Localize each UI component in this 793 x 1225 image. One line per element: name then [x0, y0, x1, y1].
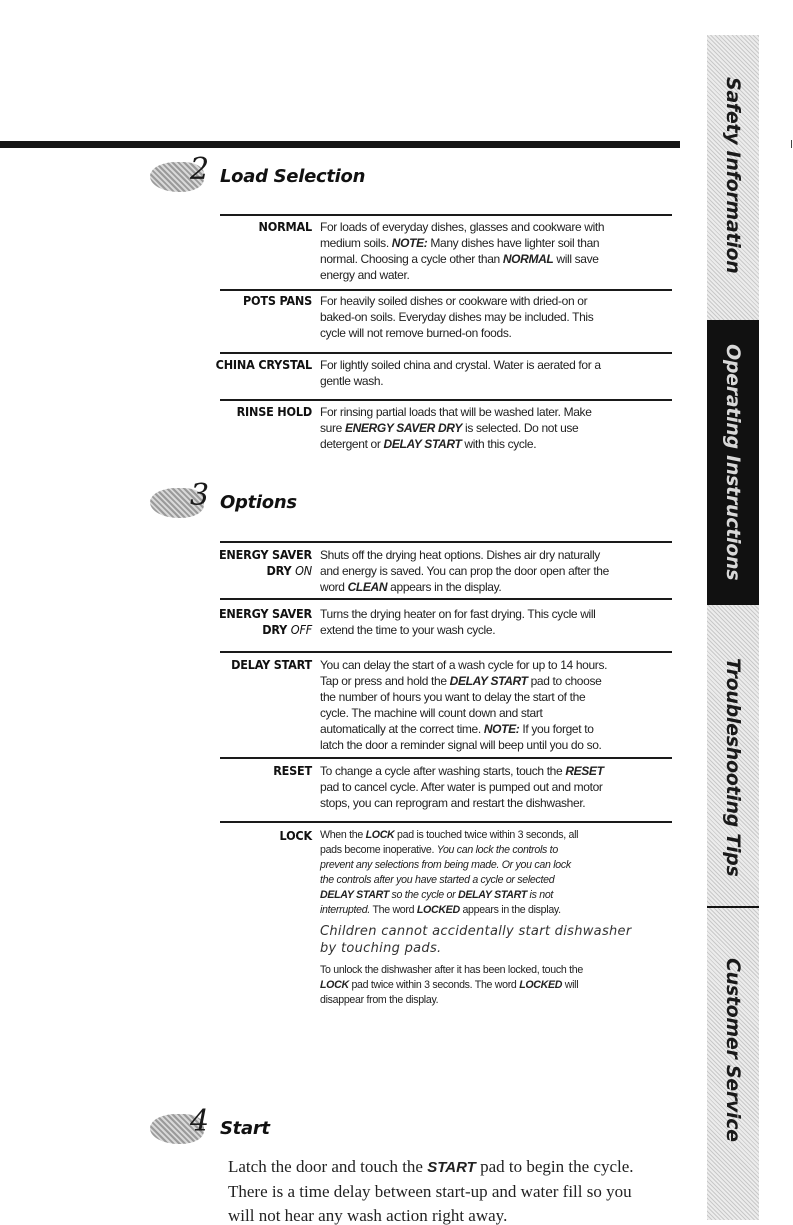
tab-operating-instructions[interactable]: Operating Instructions [707, 320, 759, 605]
divider [220, 598, 672, 600]
reset-description: To change a cycle after washing starts, touch the RESET pad to cancel cycle. After water is pumped out and motor stops, you can reprogram and restart the dishwasher. [320, 764, 604, 810]
pots-pans-row [200, 293, 593, 341]
delay-start-label: DELAY START [231, 657, 312, 672]
normal-label: NORMAL [258, 219, 312, 234]
energy-saver-dry-off-description: Turns the drying heater on for fast drying. This cycle will extend the time to your wash cycle. [320, 607, 596, 637]
reset-label: RESET [273, 763, 312, 778]
lock-row [200, 828, 632, 1008]
divider [220, 399, 672, 401]
section-start-heading [150, 1104, 270, 1148]
section-options-heading [150, 478, 297, 522]
start-description: Latch the door and touch the START pad to begin the cycle. There is a time delay between start-up and water fill so you will not hear any wash action right away. [228, 1157, 634, 1225]
normal-description: For loads of everyday dishes, glasses and cookware with medium soils. NOTE: Many dishes have lighter soil than normal. Choosing a cycle other than NORMAL will save energy and water. [320, 220, 605, 282]
china-crystal-label: CHINA CRYSTAL [215, 357, 312, 372]
delay-start-row [200, 657, 607, 753]
lock-unlock-text: To unlock the dishwasher after it has been locked, touch the LOCK pad twice within 3 seconds. The word LOCKED will disappear from the display. [320, 964, 583, 1006]
step-number: 3 [190, 478, 210, 513]
tab-customer-service[interactable]: Customer Service [722, 958, 744, 1142]
section-load-selection-heading [150, 152, 366, 196]
top-rule [0, 141, 680, 148]
energy-saver-dry-on-row [200, 547, 609, 595]
step-4-badge [150, 1104, 220, 1148]
step-number: 4 [190, 1104, 210, 1139]
pots-pans-label: POTS PANS [243, 293, 312, 308]
tab-troubleshooting-tips[interactable]: Troubleshooting Tips [722, 658, 744, 877]
tab-separator [707, 906, 759, 908]
lock-label: LOCK [279, 828, 312, 843]
energy-saver-dry-on-description: Shuts off the drying heat options. Dishes air dry naturally and energy is saved. You can prop the door open after the word CLEAN appears in the display. [320, 548, 609, 594]
normal-row [200, 219, 604, 283]
divider [220, 352, 672, 354]
rinse-hold-row [200, 404, 592, 452]
divider [220, 757, 672, 759]
rinse-hold-label: RINSE HOLD [236, 404, 312, 419]
divider [220, 214, 672, 216]
pots-pans-description: For heavily soiled dishes or cookware with dried-on or baked-on soils. Everyday dishes may be included. This cycle will not remove burned-on foods. [320, 294, 594, 340]
section-title: Start [220, 1117, 270, 1139]
energy-saver-dry-off-row [200, 606, 595, 638]
energy-saver-dry-off-label: ENERGY SAVER DRY OFF [218, 606, 312, 637]
section-title: Options [220, 491, 297, 513]
edge-tick [791, 140, 792, 148]
divider [220, 651, 672, 653]
divider [220, 289, 672, 291]
divider [220, 541, 672, 543]
lock-description: When the LOCK pad is touched twice within 3 seconds, all pads become inoperative. You can lock the controls to prevent any selections from being made. Or you can lock the controls after you have started a cycle or selected DELAY START so the cycle or DELAY START is not interrupted. The word LOCKED appears in the display. Children cannot accidentally start dishwasher by touching pads. To unlock the dishwasher after it has been locked, touch the LOCK pad twice within 3 seconds. The word LOCKED will disappear from the display. [320, 829, 632, 1006]
step-number: 2 [190, 152, 210, 187]
section-title: Load Selection [220, 165, 366, 187]
divider [220, 821, 672, 823]
lock-children-note: Children cannot accidentally start dishwasher by touching pads. [320, 924, 632, 956]
china-crystal-row [200, 357, 601, 389]
rinse-hold-description: For rinsing partial loads that will be washed later. Make sure ENERGY SAVER DRY is selected. Do not use detergent or DELAY START with this cycle. [320, 405, 592, 451]
tab-safety-information[interactable]: Safety Information [722, 76, 744, 274]
china-crystal-description: For lightly soiled china and crystal. Water is aerated for a gentle wash. [320, 358, 601, 388]
energy-saver-dry-on-label: ENERGY SAVER DRY ON [218, 547, 312, 578]
reset-row [200, 763, 604, 811]
step-2-badge [150, 152, 220, 196]
delay-start-description: You can delay the start of a wash cycle for up to 14 hours. Tap or press and hold the DELAY START pad to choose the number of hours you want to delay the start of the cycle. The machine will count down and start automatically at the correct time. NOTE: If you forget to latch the door a reminder signal will beep until you do so. [320, 658, 608, 752]
step-3-badge [150, 478, 220, 522]
